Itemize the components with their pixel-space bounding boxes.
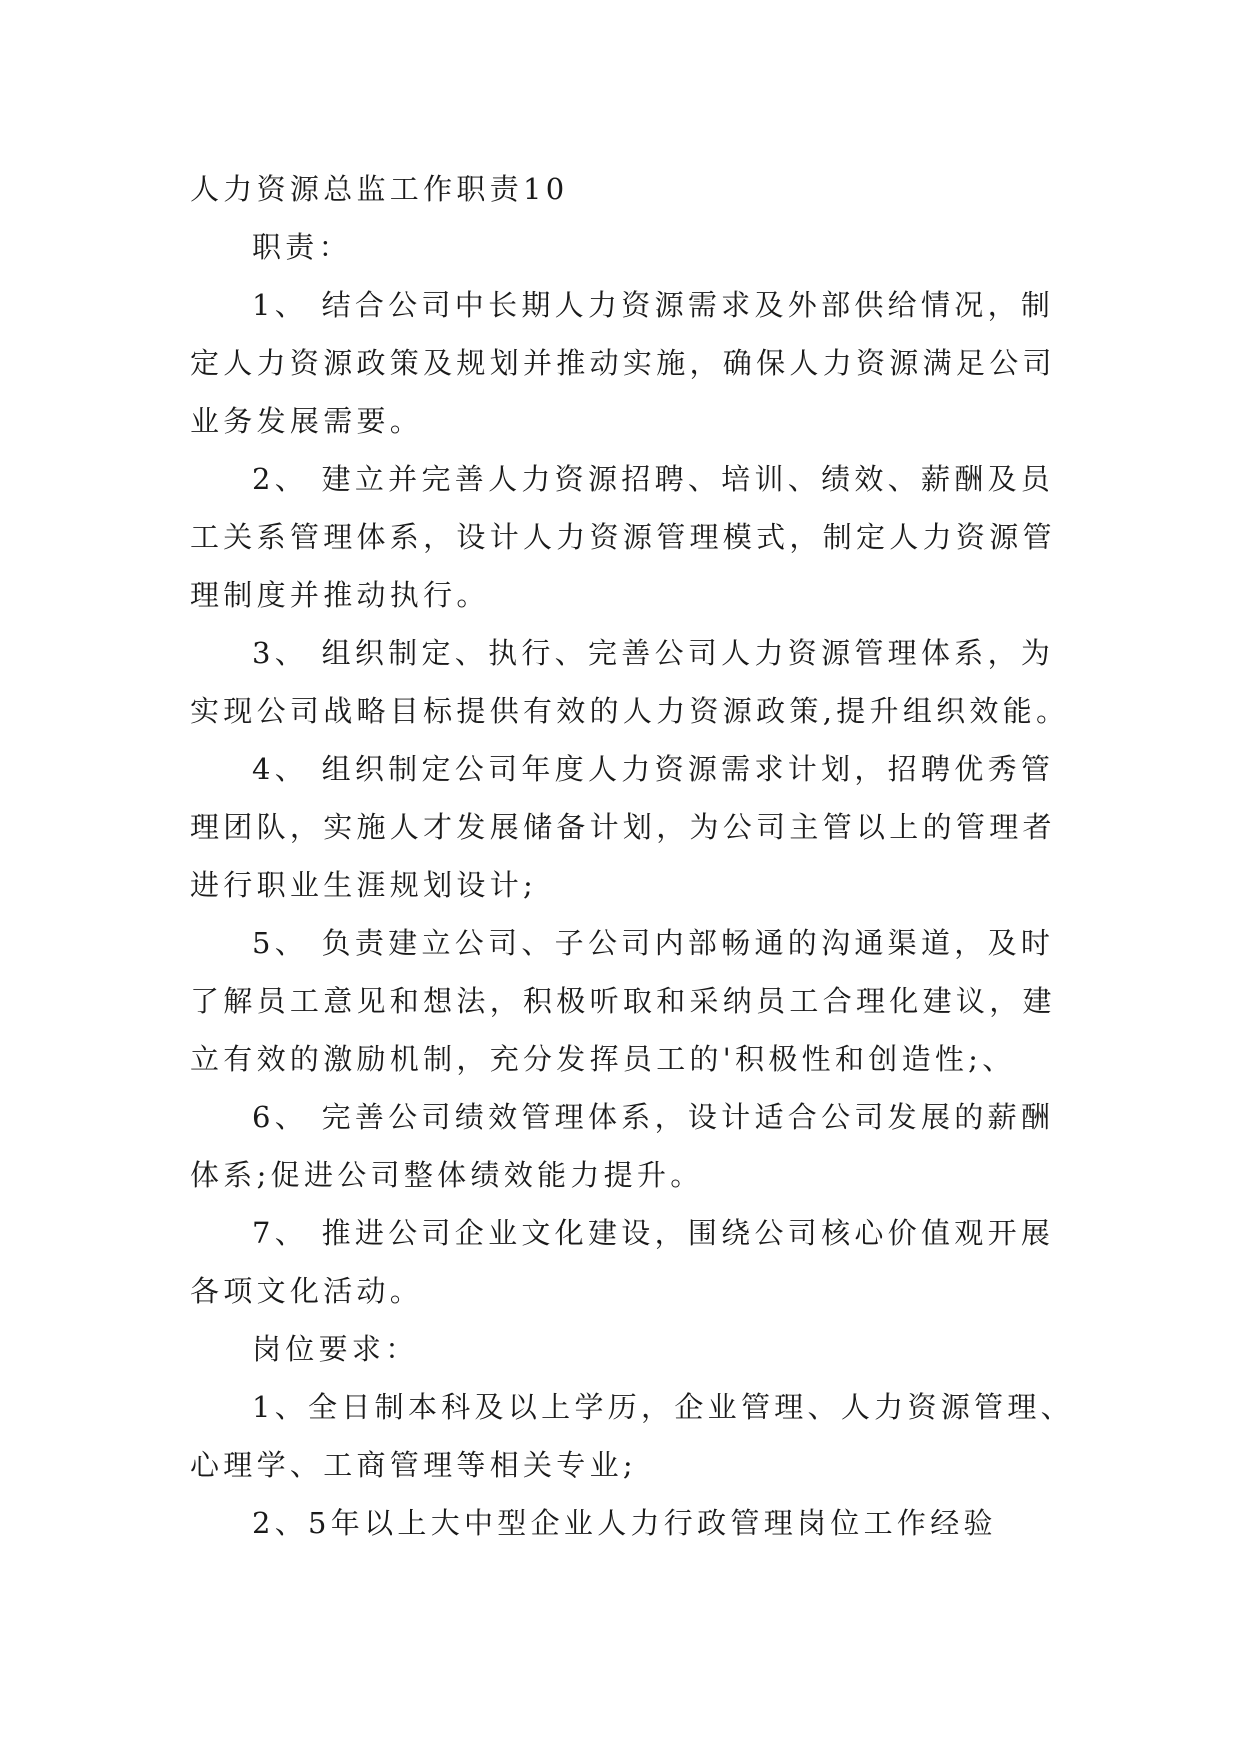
duty-3-line-2: 实现公司战略目标提供有效的人力资源政策,提升组织效能。: [190, 694, 1070, 728]
duty-5-line-1: 5、 负责建立公司、子公司内部畅通的沟通渠道，及时: [252, 926, 1055, 960]
duty-2-line-1: 2、 建立并完善人力资源招聘、培训、绩效、薪酬及员: [252, 462, 1055, 496]
duty-7-line-1: 7、 推进公司企业文化建设，围绕公司核心价值观开展: [252, 1216, 1055, 1250]
duty-5-line-3: 立有效的激励机制，充分发挥员工的'积极性和创造性;、: [190, 1042, 1016, 1076]
duty-3-line-1: 3、 组织制定、执行、完善公司人力资源管理体系，为: [252, 636, 1055, 670]
requirement-1-line-2: 心理学、工商管理等相关专业;: [190, 1448, 637, 1482]
requirement-1-line-1: 1、全日制本科及以上学历，企业管理、人力资源管理、: [252, 1390, 1074, 1424]
duty-4-line-2: 理团队，实施人才发展储备计划，为公司主管以上的管理者: [190, 810, 1056, 844]
duty-1-line-3: 业务发展需要。: [190, 404, 424, 438]
duty-2-line-2: 工关系管理体系，设计人力资源管理模式，制定人力资源管: [190, 520, 1056, 554]
requirement-2-line-1: 2、5年以上大中型企业人力行政管理岗位工作经验: [252, 1506, 997, 1540]
duty-6-line-2: 体系;促进公司整体绩效能力提升。: [190, 1158, 704, 1192]
duty-7-line-2: 各项文化活动。: [190, 1274, 424, 1308]
duty-1-line-2: 定人力资源政策及规划并推动实施，确保人力资源满足公司: [190, 346, 1056, 380]
section-heading-duties: 职责：: [252, 230, 352, 264]
duty-1-line-1: 1、 结合公司中长期人力资源需求及外部供给情况，制: [252, 288, 1055, 322]
duty-4-line-3: 进行职业生涯规划设计;: [190, 868, 538, 902]
duty-2-line-3: 理制度并推动执行。: [190, 578, 490, 612]
section-heading-requirements: 岗位要求：: [252, 1332, 419, 1366]
document-title: 人力资源总监工作职责10: [190, 172, 569, 206]
duty-6-line-1: 6、 完善公司绩效管理体系，设计适合公司发展的薪酬: [252, 1100, 1055, 1134]
duty-4-line-1: 4、 组织制定公司年度人力资源需求计划，招聘优秀管: [252, 752, 1055, 786]
document-body: [190, 160, 1074, 1552]
duty-5-line-2: 了解员工意见和想法，积极听取和采纳员工合理化建议，建: [190, 984, 1056, 1018]
